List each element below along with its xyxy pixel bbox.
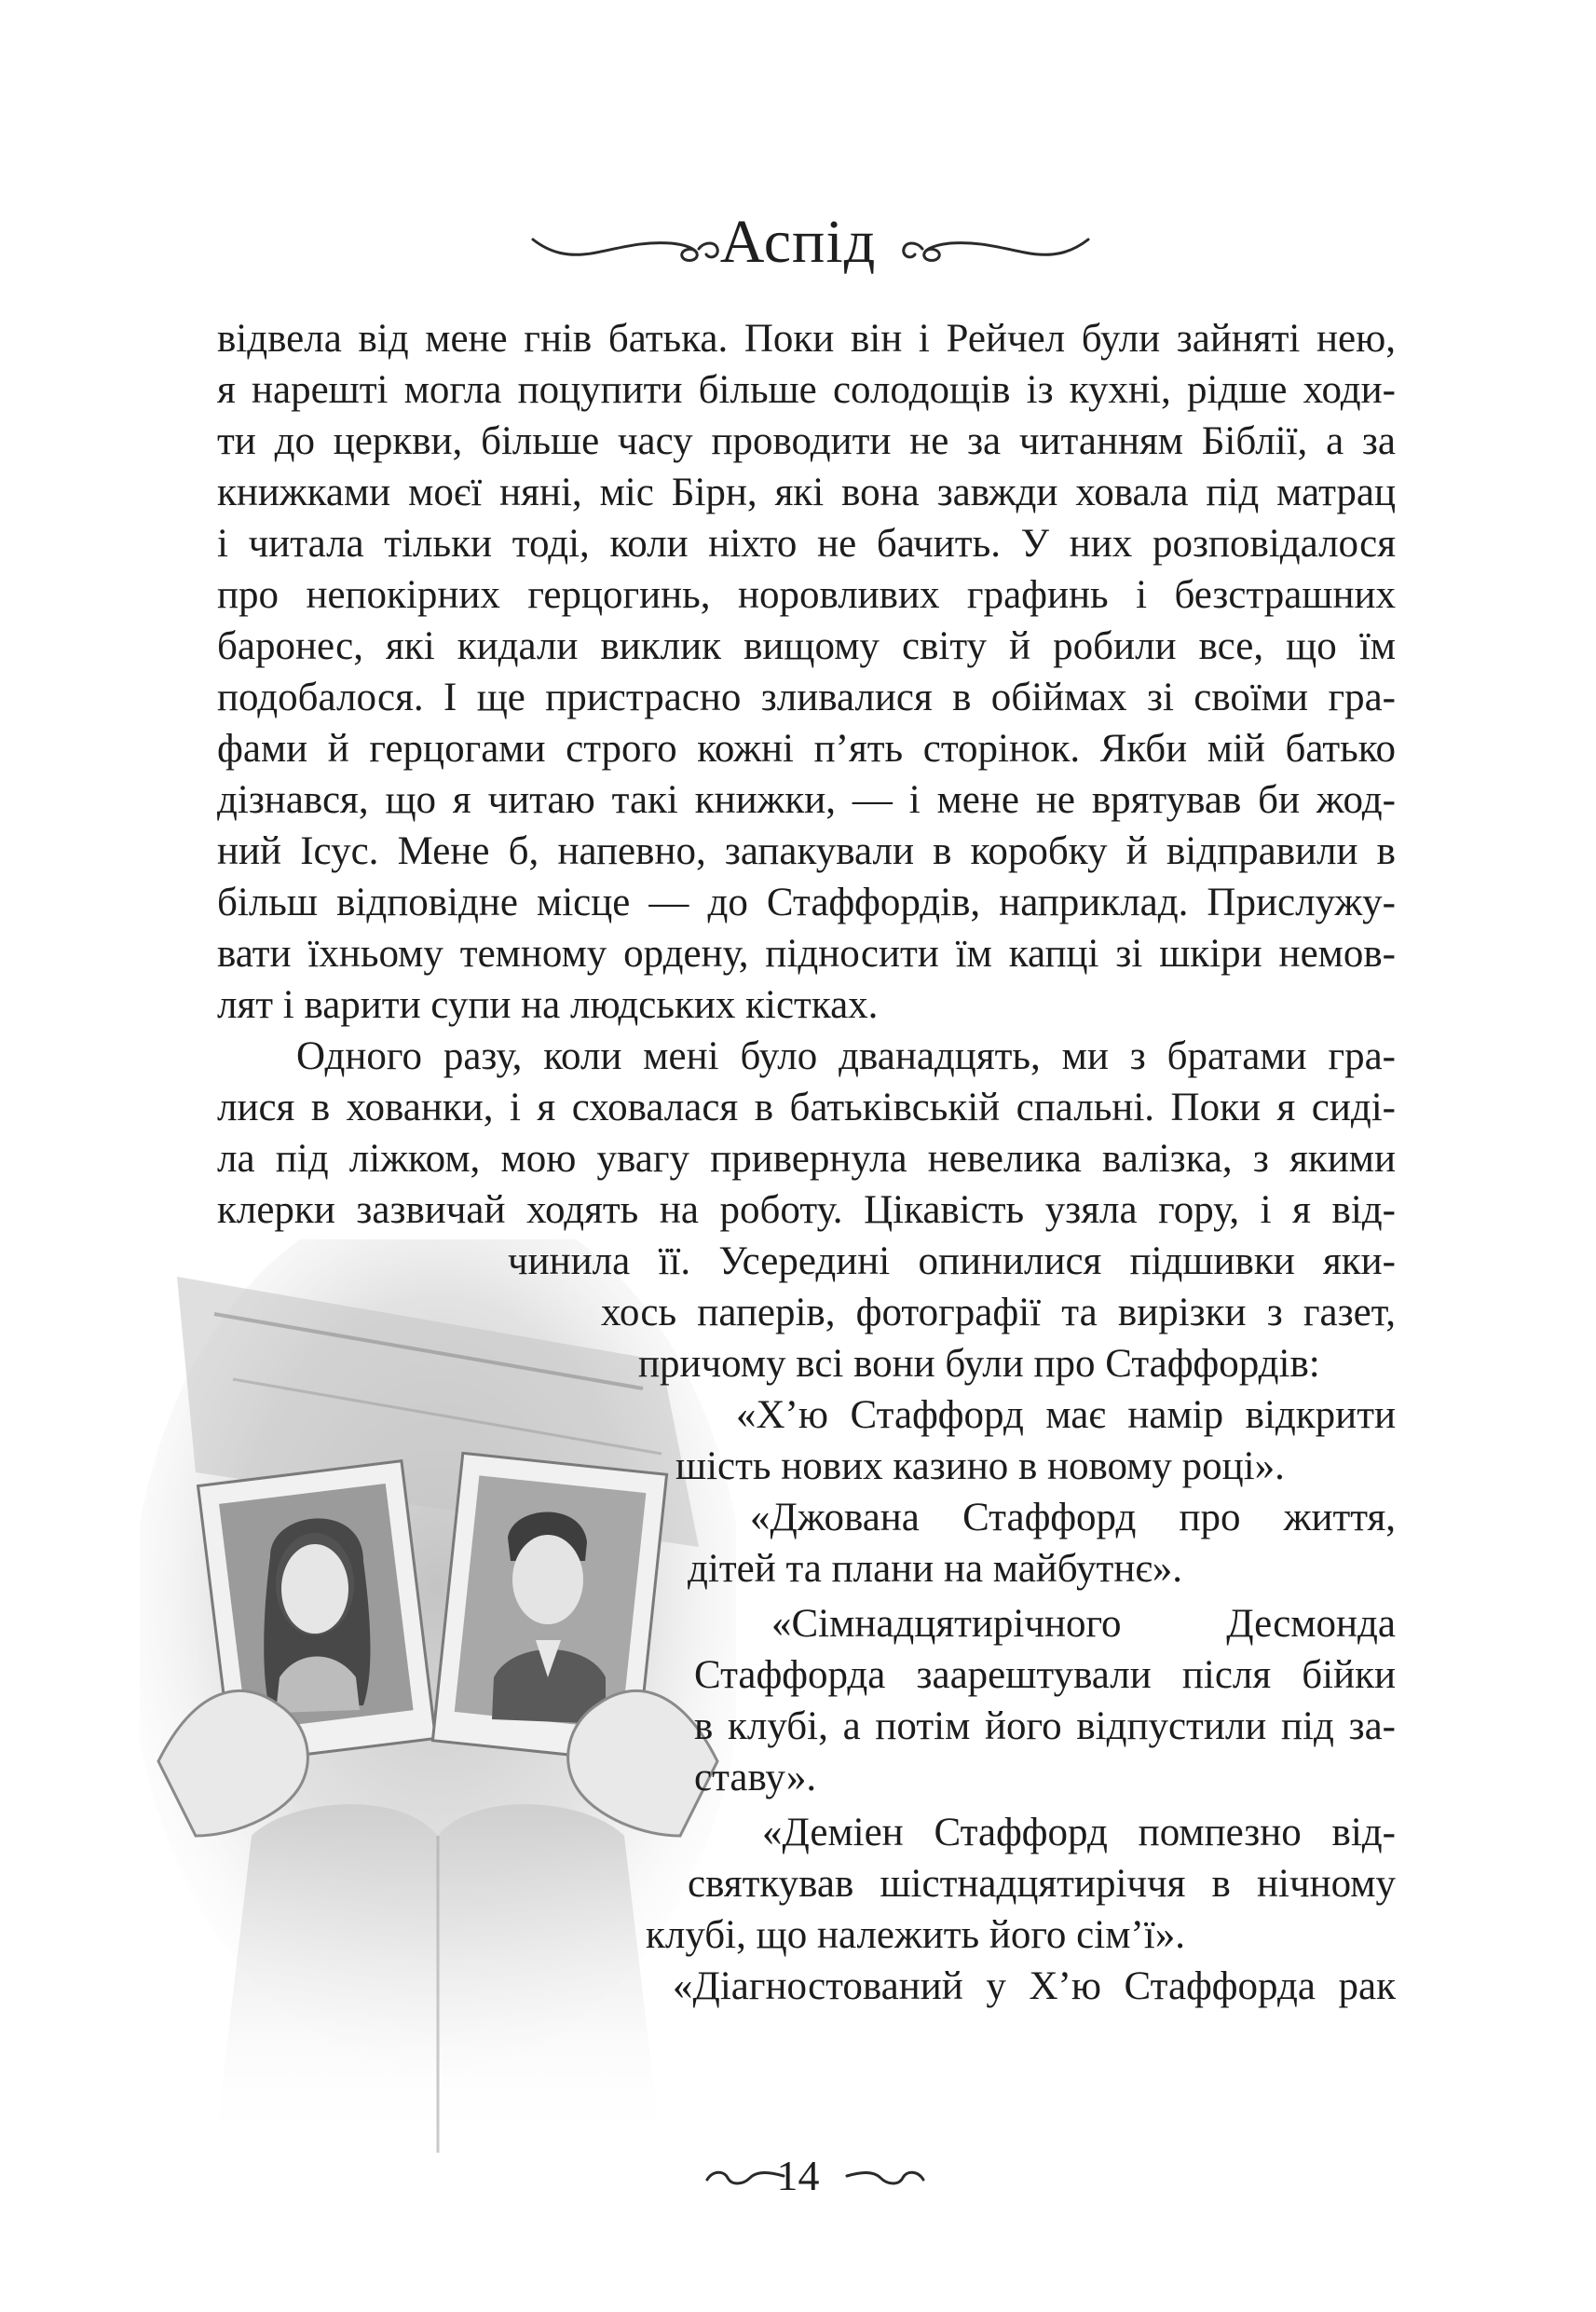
text-line: клерки зазвичай ходять на роботу. Цікавість узяла гору, і я від- bbox=[217, 1188, 1396, 1232]
book-title: Аспід bbox=[719, 208, 877, 276]
text-line: клубі, що належить його сім’ї». bbox=[646, 1913, 1185, 1957]
text-line: в клубі, а потім його відпустили під за- bbox=[694, 1704, 1396, 1748]
text-line: Стаффорда заарештували після бійки bbox=[694, 1653, 1396, 1697]
text-line: дізнався, що я читаю такі книжки, — і мене не врятував би жод- bbox=[217, 778, 1396, 822]
text-line: святкував шістнадцятиріччя в нічному bbox=[688, 1862, 1396, 1906]
right-footer-flourish bbox=[843, 2163, 927, 2191]
text-line: більш відповідне місце — до Стаффордів, наприклад. Прислужу- bbox=[217, 881, 1396, 924]
text-line: лят і варити супи на людських кістках. bbox=[217, 983, 879, 1027]
text-line: «Діагностований у Х’ю Стаффорда рак bbox=[673, 1964, 1396, 2008]
text-line: лися в хованки, і я сховалася в батьківській спальні. Поки я сиді- bbox=[217, 1086, 1396, 1129]
text-line: і читала тільки тоді, коли ніхто не бачить. У них розповідалося bbox=[217, 522, 1396, 566]
text-line: відвела від мене гнів батька. Поки він і Рейчел були зайняті нею, bbox=[217, 317, 1396, 361]
page-number: 14 bbox=[776, 2152, 820, 2199]
page-footer bbox=[0, 2139, 1596, 2213]
text-line: «Деміен Стаффорд помпезно від- bbox=[762, 1811, 1396, 1854]
text-line: ти до церкви, більше часу проводити не за читанням Біблії, а за bbox=[217, 419, 1396, 463]
text-line: дітей та плани на майбутнє». bbox=[688, 1547, 1183, 1591]
text-line: ла під ліжком, мою увагу привернула невелика валізка, з якими bbox=[217, 1137, 1396, 1181]
text-line: ний Ісус. Мене б, напевно, запакували в коробку й відправили в bbox=[217, 829, 1396, 873]
text-line: вати їхньому темному ордену, підносити їм капці зі шкіри немов- bbox=[217, 932, 1396, 976]
text-line: причому всі вони були про Стаффордів: bbox=[638, 1342, 1320, 1386]
text-line: «Х’ю Стаффорд має намір відкрити bbox=[736, 1393, 1396, 1437]
text-line: я нарешті могла поцупити більше солодощів із кухні, рідше ходи- bbox=[217, 368, 1396, 412]
text-line: ставу». bbox=[694, 1756, 817, 1799]
text-line: «Джована Стаффорд про життя, bbox=[750, 1496, 1396, 1539]
text-line: подобалося. І ще пристрасно зливалися в обіймах зі своїми гра- bbox=[217, 676, 1396, 719]
text-line: хось паперів, фотографії та вирізки з газет, bbox=[601, 1291, 1396, 1334]
text-line: Одного разу, коли мені було дванадцять, ми з братами гра- bbox=[296, 1034, 1396, 1078]
text-line: баронес, які кидали виклик вищому світу й робили все, що їм bbox=[217, 624, 1396, 668]
text-line: шість нових казино в новому році». bbox=[675, 1444, 1285, 1488]
text-line: чинила її. Усередині опинилися підшивки яки- bbox=[508, 1239, 1396, 1283]
text-line: «Сімнадцятирічного Десмонда bbox=[771, 1602, 1396, 1646]
right-flourish-ornament bbox=[894, 221, 1090, 267]
text-line: про непокірних герцогинь, норовливих графинь і безстрашних bbox=[217, 573, 1396, 617]
running-header bbox=[0, 191, 1596, 294]
text-line: книжками моєї няні, міс Бірн, які вона завжди ховала під матрац bbox=[217, 471, 1396, 514]
text-line: фами й герцогами строго кожні п’ять сторінок. Якби мій батько bbox=[217, 727, 1396, 771]
